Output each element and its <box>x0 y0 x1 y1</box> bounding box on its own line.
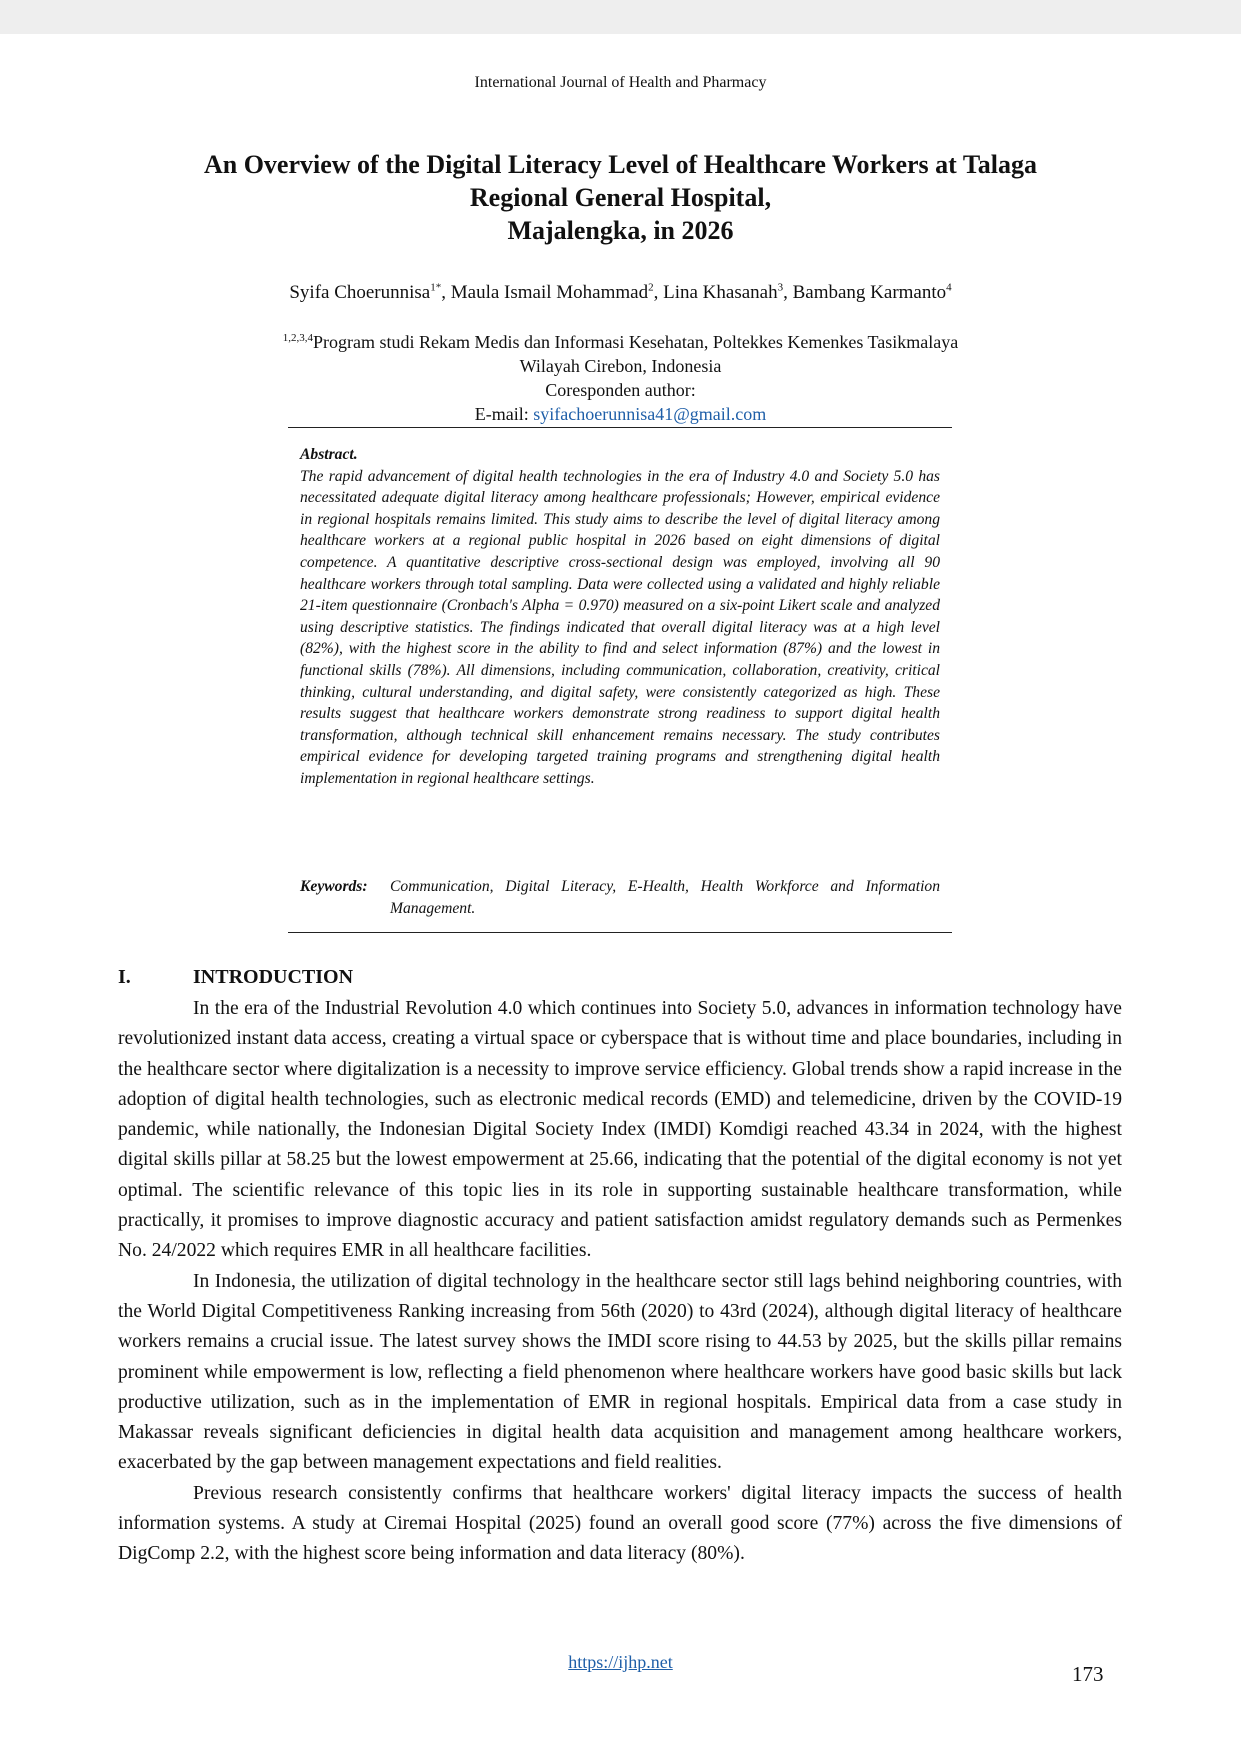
journal-website-link[interactable]: https://ijhp.net <box>568 1652 673 1672</box>
author-separator: , <box>441 282 451 303</box>
keywords-label: Keywords: <box>300 878 368 895</box>
author-affiliation-mark: 1* <box>430 281 442 294</box>
author-separator: , <box>783 282 793 303</box>
title-line: Majalengka, in 2026 <box>507 216 734 245</box>
title-line: An Overview of the Digital Literacy Level of Healthcare Workers at Talaga <box>203 150 1038 179</box>
email-label: E-mail: <box>474 404 534 424</box>
footer-url <box>0 1652 1241 1673</box>
author-affiliation-mark: 2 <box>648 281 654 294</box>
abstract-bottom-rule <box>288 932 952 933</box>
journal-header: International Journal of Health and Pharmacy <box>474 74 767 91</box>
section-title: INTRODUCTION <box>193 966 354 988</box>
keywords-block <box>300 876 940 919</box>
section-number: I. <box>118 966 131 988</box>
affiliation-line <box>0 330 1241 354</box>
abstract-top-rule <box>288 427 952 428</box>
abstract-text: The rapid advancement of digital health technologies in the era of Industry 4.0 and Society 5.0 has necessitated adequate digital literacy among healthcare professionals; However, empirical evidence in regional hospitals remains limited. This study aims to describe the level of digital literacy among healthcare workers at a regional public hospital in 2026 based on eight dimensions of digital competence. A quantitative descriptive cross-sectional design was employed, involving all 90 healthcare workers through total sampling. Data were collected using a validated and highly reliable 21-item questionnaire (Cronbach's Alpha = 0.970) measured on a six-point Likert scale and analyzed using descriptive statistics. The findings indicated that overall digital literacy was at a high level (82%), with the highest score in the ability to find and select information (87%) and the lowest in functional skills (78%). All dimensions, including communication, collaboration, creativity, critical thinking, cultural understanding, and digital safety, were consistently categorized as high. These results suggest that healthcare workers demonstrate strong readiness to support digital health transformation, although technical skill enhancement remains necessary. The study contributes empirical evidence for developing targeted training programs and strengthening digital health implementation in regional healthcare settings. <box>300 467 940 787</box>
affiliation-line: Wilayah Cirebon, Indonesia <box>519 356 722 376</box>
author-name: Lina Khasanah <box>663 282 778 303</box>
paper-title <box>140 148 1101 247</box>
affiliation-mark: 1,2,3,4 <box>282 332 313 344</box>
author-name: Syifa Choerunnisa <box>289 282 431 303</box>
body-paragraph: In the era of the Industrial Revolution 4.0 which continues into Society 5.0, advances in information technology have revolutionized instant data access, creating a virtual space or cyberspace that is without time and place boundaries, including in the healthcare sector where digitalization is a necessity to improve service efficiency. Global trends show a rapid increase in the adoption of digital health technologies, such as electronic medical records (EMD) and telemedicine, driven by the COVID-19 pandemic, while nationally, the Indonesian Digital Society Index (IMDI) Komdigi reached 43.34 in 2024, with the highest digital skills pillar at 58.25 but the lowest empowerment at 25.66, indicating that the potential of the digital economy is not yet optimal. The scientific relevance of this topic lies in its role in supporting sustainable healthcare transformation, while practically, it promises to improve diagnostic accuracy and patient satisfaction amidst regulatory demands such as Permenkes No. 24/2022 which requires EMR in all healthcare facilities. <box>118 998 1122 1262</box>
author-affiliation-mark: 4 <box>946 281 952 294</box>
introduction-body <box>118 994 1122 1570</box>
author-list <box>0 282 1241 304</box>
author-affiliation-mark: 3 <box>777 281 784 294</box>
affiliation-block <box>0 330 1241 426</box>
section-heading <box>118 966 1118 992</box>
corresponding-author-label: Coresponden author: <box>545 380 696 400</box>
body-paragraph: In Indonesia, the utilization of digital technology in the healthcare sector still lags behind neighboring countries, with the World Digital Competitiveness Ranking increasing from 56th (2020) to 43rd (2024), although digital literacy of healthcare workers remains a crucial issue. The latest survey shows the IMDI score rising to 44.53 by 2025, but the skills pillar remains prominent while empowerment is low, reflecting a field phenomenon where healthcare workers have good basic skills but lack productive utilization, such as in the implementation of EMR in regional hospitals. Empirical data from a case study in Makassar reveals significant deficiencies in digital health data acquisition and management among healthcare workers, exacerbated by the gap between management expectations and field realities. <box>118 1270 1122 1474</box>
author-name: Maula Ismail Mohammad <box>450 282 649 303</box>
title-line: Regional General Hospital, <box>469 183 772 212</box>
viewer-top-bar <box>0 0 1241 34</box>
author-separator: , <box>653 282 664 303</box>
affiliation-text: Program studi Rekam Medis dan Informasi Kesehatan, Poltekkes Kemenkes Tasikmalaya <box>312 332 959 352</box>
author-name: Bambang Karmanto <box>792 282 947 303</box>
abstract-block <box>300 444 940 790</box>
abstract-heading: Abstract. <box>300 446 358 463</box>
body-paragraph: Previous research consistently confirms that healthcare workers' digital literacy impacts the success of health information systems. A study at Ciremai Hospital (2025) found an overall good score (77%) across the five dimensions of DigComp 2.2, with the highest score being information and data literacy (80%). <box>118 1482 1122 1565</box>
page-number: 173 <box>1072 1662 1104 1686</box>
email-link[interactable]: syifachoerunnisa41@gmail.com <box>533 404 767 424</box>
keywords-text: Communication, Digital Literacy, E-Health, Health Workforce and Information Management. <box>390 878 940 917</box>
email-line <box>0 402 1241 426</box>
